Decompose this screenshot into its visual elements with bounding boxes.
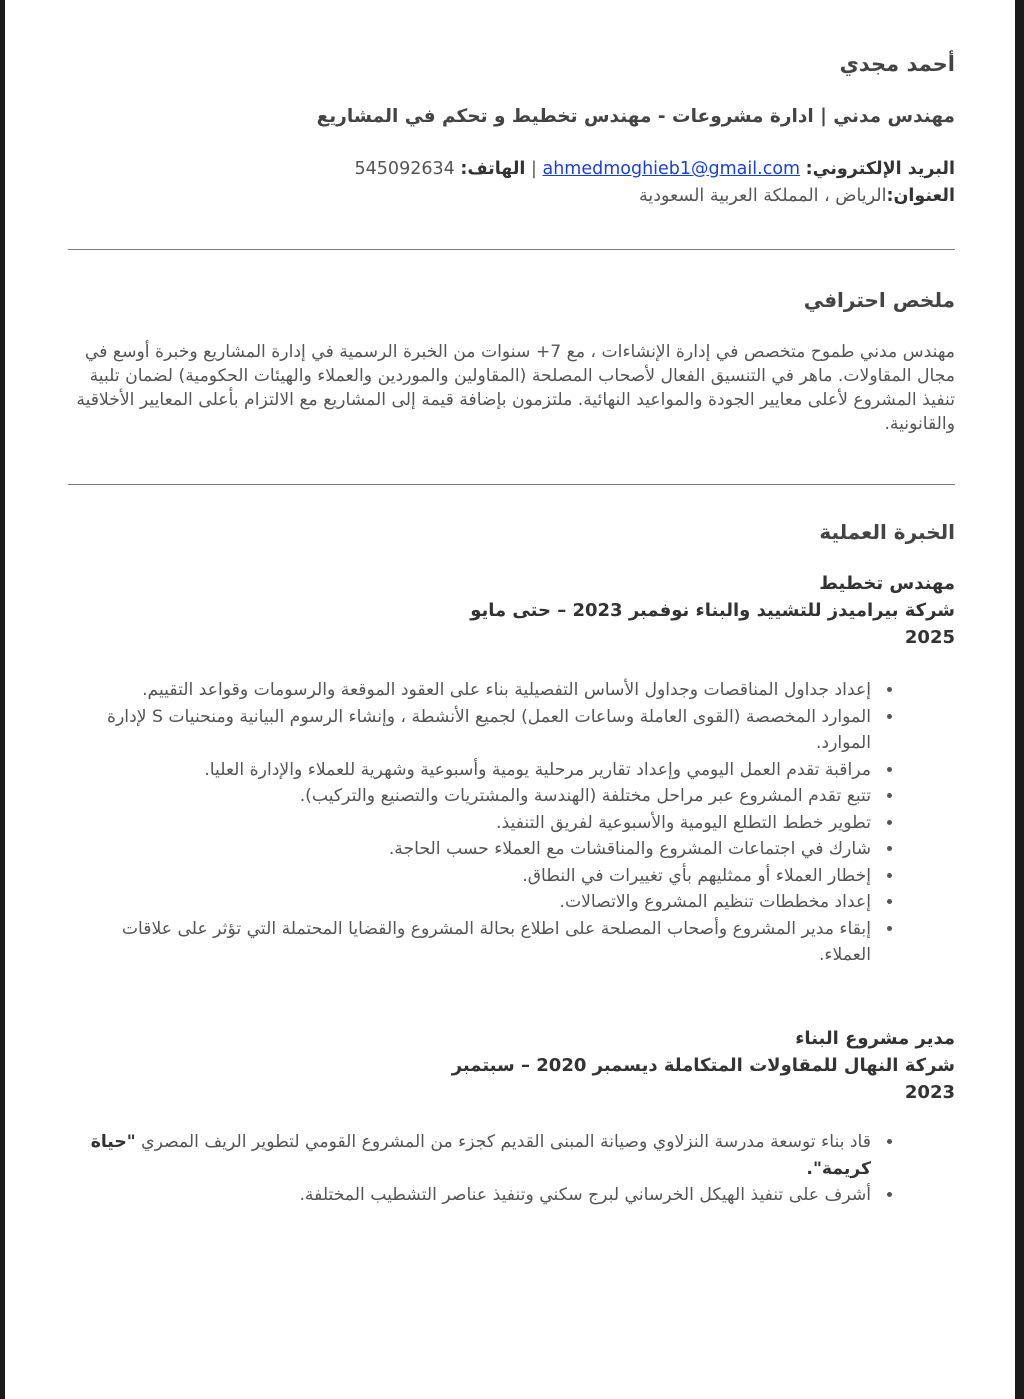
contact-block	[355, 156, 955, 210]
job-company-year: 2023	[904, 1082, 955, 1103]
duty-item: • إعداد مخططات تنظيم المشروع والاتصالات.	[68, 889, 875, 916]
professional-headline: مهندس مدني | ادارة مشروعات - مهندس تخطيط و تحكم في المشاريع	[316, 106, 955, 127]
phone-label: الهاتف:	[460, 159, 526, 179]
summary-section-title: ملخص احترافي	[803, 288, 955, 312]
duty-item: • تتبع تقدم المشروع عبر مراحل مختلفة (الهندسة والمشتريات والتصنيع والتركيب).	[68, 783, 875, 810]
experience-section-title: الخبرة العملية	[819, 520, 955, 544]
contact-line-email-phone	[355, 156, 955, 183]
duty-emphasis: "حياة كريمة".	[90, 1132, 871, 1179]
duty-text: قاد بناء توسعة مدرسة النزلاوي وصيانة المبنى القديم كجزء من المشروع القومي لتطوير الريف المصري	[141, 1132, 871, 1152]
duty-item: • الموارد المخصصة (القوى العاملة وساعات العمل) لجميع الأنشطة ، وإنشاء الرسوم البيانية ومنحنيات S لإدارة الموارد.	[68, 704, 875, 757]
duty-item: • شارك في اجتماعات المشروع والمناقشات مع العملاء حسب الحاجة.	[68, 836, 875, 863]
duty-item: • مراقبة تقدم العمل اليومي وإعداد تقارير مرحلية يومية وأسبوعية وشهرية للعملاء والإدارة العليا.	[68, 757, 875, 784]
contact-line-address	[355, 183, 955, 210]
job-duties-list	[68, 1129, 895, 1209]
duty-item: • تطوير خطط التطلع اليومية والأسبوعية لفريق التنفيذ.	[68, 810, 875, 837]
job-title: مهندس تخطيط	[819, 573, 955, 594]
job-duties-list	[68, 677, 895, 969]
duty-item: • إعداد جداول المناقصات وجداول الأساس التفصيلية بناء على العقود الموقعة والرسومات وقواعد التقييم.	[68, 677, 875, 704]
contact-separator: |	[525, 159, 543, 179]
duty-item: • إخطار العملاء أو ممثليهم بأي تغييرات في النطاق.	[68, 863, 875, 890]
job-title: مدير مشروع البناء	[795, 1028, 955, 1049]
job-company-year: 2025	[904, 627, 955, 648]
duty-item: • أشرف على تنفيذ الهيكل الخرساني لبرج سكني وتنفيذ عناصر التشطيب المختلفة.	[68, 1182, 875, 1209]
address-value: الرياض ، المملكة العربية السعودية	[638, 186, 887, 206]
duty-item	[68, 1129, 875, 1182]
address-label: العنوان:	[886, 186, 955, 206]
right-screen-edge	[1015, 0, 1024, 1399]
divider	[68, 484, 955, 485]
job-company-line: شركة بيراميدز للتشييد والبناء نوفمبر 2023 – حتى مايو	[470, 600, 955, 621]
email-link[interactable]: ahmedmoghieb1@gmail.com	[542, 159, 801, 179]
phone-number: 545092634	[354, 159, 455, 179]
duty-item: • إبقاء مدير المشروع وأصحاب المصلحة على اطلاع بحالة المشروع والقضايا المحتملة التي تؤثر على علاقات العملاء.	[68, 916, 875, 969]
candidate-name: أحمد مجدي	[839, 52, 955, 76]
divider	[68, 249, 955, 250]
left-screen-edge	[0, 0, 5, 1399]
job-company-line: شركة النهال للمقاولات المتكاملة ديسمبر 2020 – سبتمبر	[451, 1055, 955, 1076]
summary-text: مهندس مدني طموح متخصص في إدارة الإنشاءات ، مع 7+ سنوات من الخبرة الرسمية في إدارة المشاريع وخبرة أوسع في مجال المقاولات. ماهر في التنسيق الفعال لأصحاب المصلحة (المقاولين والموردين والعملاء والهيئات الحكومية) لضمان تلبية تنفيذ المشروع لأعلى معايير الجودة والمواعيد النهائية. ملتزمون بإضافة قيمة إلى المشاريع مع الالتزام بأعلى المعايير الأخلاقية والقانونية.	[76, 342, 955, 434]
email-label: البريد الإلكتروني:	[805, 159, 955, 179]
